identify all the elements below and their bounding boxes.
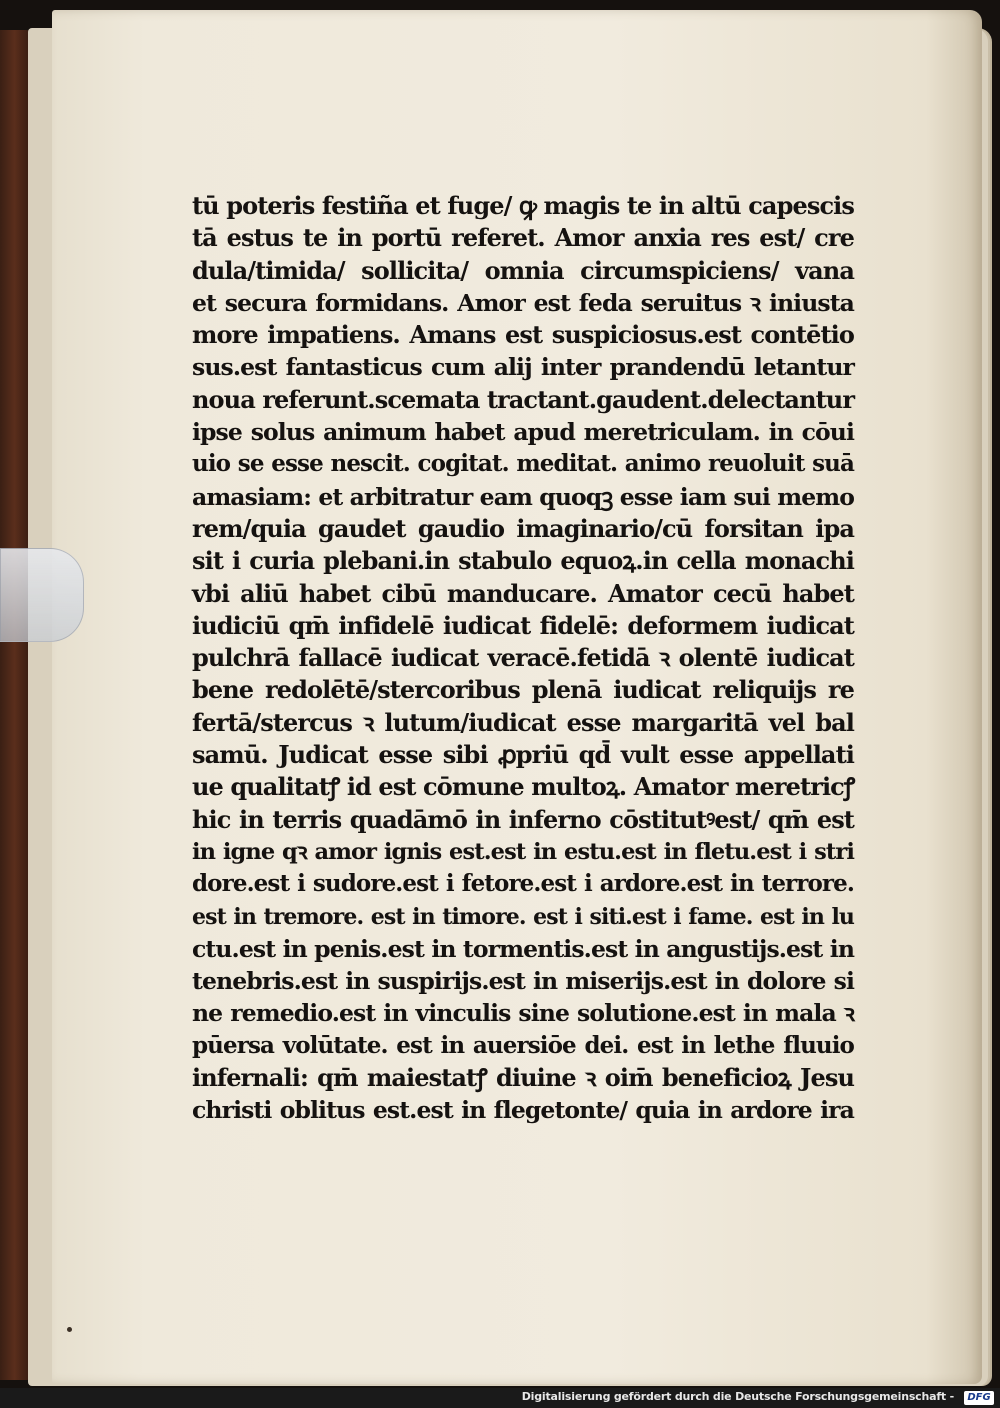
funding-credit: Digitalisierung gefördert durch die Deutsche Forschungsgemeinschaft - [521,1390,954,1403]
text-line: infernali: qm̄ maiestatꝭ diuine ꝛ oim̄ beneficioꝝ Jesu [192,1063,854,1093]
dfg-logo: DFG [964,1391,994,1405]
page-clip [0,548,84,642]
text-line: samū. Judicat esse sibi ꝓpriū qd̄ vult esse appellati [192,740,854,770]
text-line: in igne qꝛ amor ignis est.est in estu.est in fletu.est i stri [192,838,854,865]
text-line: ctu.est in penis.est in tormentis.est in angustijs.est in [192,934,854,963]
text-line: noua referunt.scemata tractant.gaudent.delectantur [192,384,855,414]
text-line: pulchrā fallacē iudicat veracē.fetidā ꝛ olentē iudicat [192,643,854,673]
ink-spot [67,1327,72,1332]
text-line: more impatiens. Amans est suspiciosus.est contētio [192,320,854,350]
text-line: ne remedio.est in vinculis sine solutione.est in mala ꝛ [192,999,854,1028]
text-line: et secura formidans. Amor est feda seruitus ꝛ iniusta [192,288,854,317]
text-line: dula/timida/ sollicita/ omnia circumspiciens/ vana [192,255,854,285]
text-line: bene redolētē/stercoribus plenā iudicat reliquijs re [192,675,854,705]
text-line: christi oblitus est.est in flegetonte/ quia in ardore ira [192,1096,854,1125]
text-line: amasiam: et arbitratur eam quoqꝫ esse iam sui memo [192,482,854,511]
text-line: hic in terris quadāmō in inferno cōstitutꝰest/ qm̄ est [192,804,854,834]
text-line: uio se esse nescit. cogitat. meditat. animo reuoluit suā [192,450,854,478]
text-line: iudiciū qm̄ infidelē iudicat fidelē: deformem iudicat [192,610,854,640]
text-line: rem/quia gaudet gaudio imaginario/cū forsitan ipa [192,513,854,543]
text-line: fertā/stercus ꝛ lutum/iudicat esse margaritā vel bal [192,707,854,737]
text-line: sus.est fantasticus cum alij inter prandendū letantur [192,353,854,382]
text-line: ue qualitatꝭ id est cōmune multoꝝ. Amator meretricꝭ [192,772,855,802]
text-line: dore.est i sudore.est i fetore.est i ardore.est in terrore. [192,870,854,898]
text-line: ipse solus animum habet apud meretriculam. in cōui [192,418,854,447]
text-line: est in tremore. est in timore. est i siti.est i fame. est in lu [192,903,854,930]
text-line: tenebris.est in suspirijs.est in miserijs.est in dolore si [192,967,854,996]
text-line: sit i curia plebani.in stabulo equoꝝ.in cella monachi [192,546,854,576]
text-line: tū poteris festiña et fuge/ ꝙ magis te in altū capescis [192,191,854,220]
text-line: tā estus te in portū referet. Amor anxia res est/ cre [192,223,854,253]
text-line: pūersa volūtate. est in auersiōe dei. est in lethe fluuio [192,1031,854,1059]
page-text-block [192,190,854,1127]
text-line: vbi aliū habet cibū manducare. Amator cecū habet [192,578,854,608]
